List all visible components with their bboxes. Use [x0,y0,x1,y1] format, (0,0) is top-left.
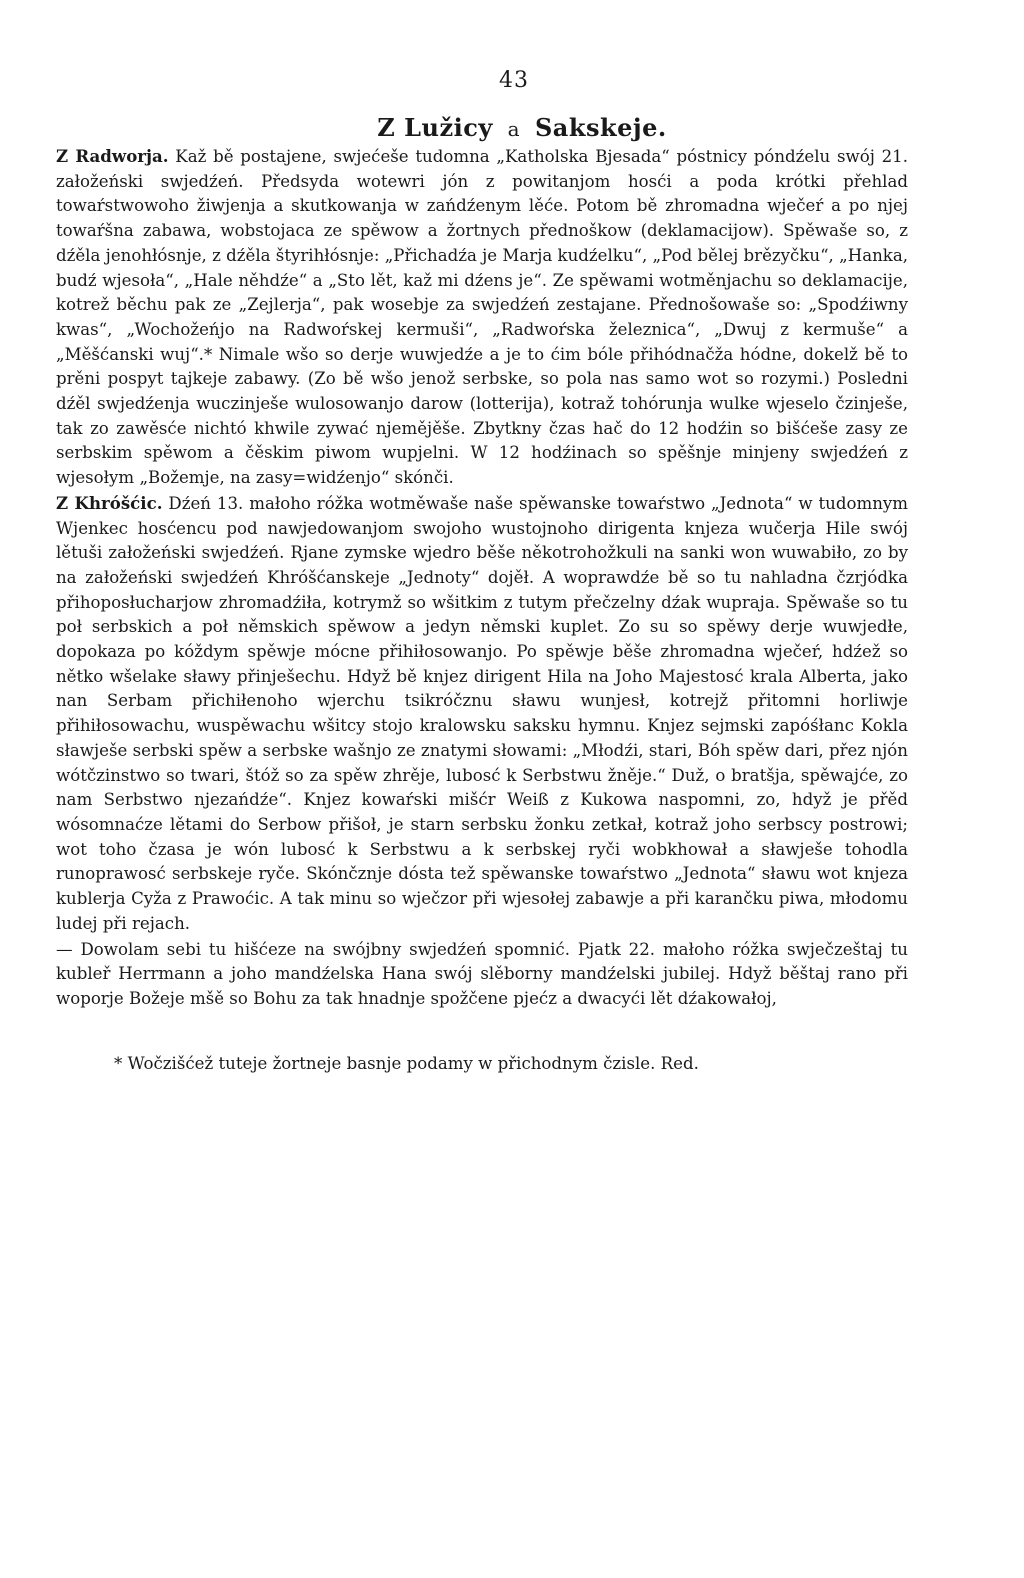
paragraph-lead: Z Radworja. [56,146,169,166]
paragraph-text: — Dowolam sebi tu hišćeze na swójbny swjedźeń spomnić. Pjatk 22. małoho róžka swječzeštaj tu kubleř Herrmann a joho mandźelska Hana swój slěborny mandźelski jubilej. Hdyž běštaj rano při woporje Božeje mšě so Bohu za tak hnadnje spožčene pjećz a dwacyći lět dźakowałoj, [56,939,908,1008]
paragraph-text: Kaž bě postajene, swjećeše tudomna „Katholska Bjesada“ póstnicy póndźelu swój 21. załožeński swjedźeń. Předsyda wotewri jón z powitanjom hosći a poda krótki přehlad towaŕstwowoho žiwjenja a skutkowanja w zańdźenym lěće. Potom bě zhromadna wječeŕ a po njej towaŕšna zabawa, wobstojaca ze spěwow a žortnych přednoškow (deklamacijow). Spěwaše so, z dźěla jenohłósnje, z dźěla štyrihłósnje: „Přichadźa je Marja kudźelku“, „Pod bělej brězyčku“, „Hanka, budź wjesoła“, „Hale něhdźe“ a „Sto lět, kaž mi dźens je“. Ze spěwami wotměnjachu so deklamacije, kotrež běchu pak ze „Zejlerja“, pak wosebje za swjedźeń zestajane. Přednošowaše so: „Spodźiwny kwas“, „Wochožeńjo na Radwoŕskej kermuši“, „Radwoŕska železnica“, „Dwuj z kermuše“ a „Měšćanski wuj“.* Nimale wšo so derje wuwjedźe a je to ćim bóle přihódnačža hódne, dokelž bě to prěni pospyt tajkeje zabawy. (Zo bě wšo jenož serbske, so pola nas samo wot so rozymi.) Posledni dźěl swjedźenja wuczinješe wulosowanjo darow (lotterija), kotraž tohórunja wulke wjeselo čzinješe, tak zo zawěsće nichtó khwile zywać njemějěše. Zbytkny čzas hač do 12 hodźin so bišćeše zasy ze serbskim spěwom a čěskim piwom wupjelni. W 12 hodźinach so spěšnje minjeny swjedźeń z wjesołym „Božemje, na zasy=widźenjo“ skónči. [56,147,908,488]
heading-conjunction: a [507,117,521,141]
page-number: 43 [499,68,529,93]
heading-place-2: Sakskeje. [534,113,667,142]
document-page [56,68,908,1076]
paragraph-text: Dźeń 13. małoho róžka wotměwaše naše spěwanske towaŕstwo „Jednota“ w tudomnym Wjenkec hosćencu pod nawjedowanjom swojoho wustojnoho dirigenta knjeza wučerja Hile swój lětuši załožeński swjedźeń. Rjane zymske wjedro běše někotrohožkuli na sanki won wuwabiło, zo by na załožeński swjedźeń Khróšćanskeje „Jednoty“ dojěł. A woprawdźe bě so tu nahladna čzrjódka přihoposłucharjow zhromadźiła, kotrymž so wšitkim z tutym přečzelny dźak wupraja. Spěwaše so tu poł serbskich a poł němskich spěwow a jedyn němski kuplet. Zo su so spěwy derje wuwjedłe, dopokaza po kóždym spěwje mócne přihiłosowanjo. Po spěwje běše zhromadna wječeŕ, hdźež so nětko wšelake sławy přinješechu. Hdyž bě knjez dirigent Hila na Joho Majestosć krala Alberta, jako nan Serbam přichiłenoho wjerchu tsikróčznu sławu wunjesł, kotrejž přitomni horliwje přihiłosowachu, wuspěwachu wšitcy stojo kralowsku saksku hymnu. Knjez sejmski zapóśłanc Kokla sławješe serbski spěw a serbske wašnjo ze znatymi słowami: „Młodźi, stari, Bóh spěw dari, přez njón wótčzinstwo so twari, štóž so za spěw zhrěje, lubosć k Serbstwu žněje.“ Duž, o bratšja, spěwajće, zo nam Serbstwo njezańdźe“. Knjez kowaŕski mišćr Weiß z Kukowa naspomni, zo, hdyž je přěd wósomnaćze lětami do Serbow přišoł, je starn serbsku žonku zetkał, kotraž joho serbscy postrowi; wot toho čzasa je wón lubosć k Serbstwu a k serbskej ryči wobkhował a sławješe tohodla runoprawosć serbskeje ryče. Skónčznje dósta tež spěwanske towaŕstwo „Jednota“ sławu wot knjeza kublerja Cyža z Prawoćic. A tak minu so wječzor při wjesołej zabawje a při karančku piwa, młodomu ludej při rejach. [56,493,908,933]
paragraph-lead: Z Khróšćic. [56,492,163,513]
heading-place-1: Lužicy [404,113,493,142]
section-heading [136,113,908,142]
heading-prefix: Z [377,113,396,142]
paragraph-jubilee [56,937,908,1012]
paragraph-khroscicy [56,491,908,937]
footnote: * Wočzišćež tuteje žortneje basnje podamy w přichodnym čzisle. Red. [114,1053,699,1073]
paragraph-radwor [56,144,908,491]
